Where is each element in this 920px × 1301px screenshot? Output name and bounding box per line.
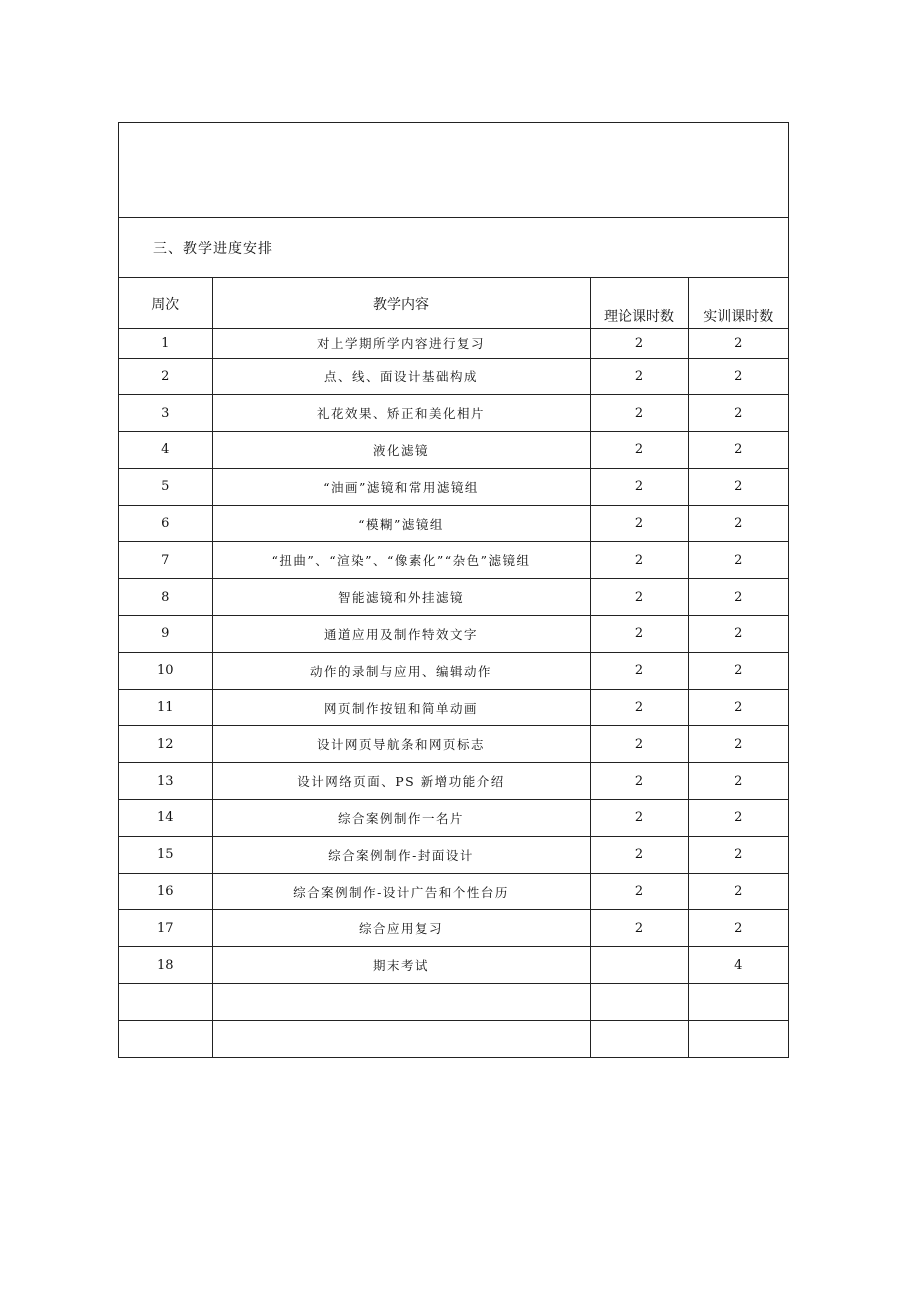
table-row (119, 984, 788, 1021)
cell-week: 4 (119, 432, 212, 469)
cell-theory-hours: 2 (590, 616, 688, 653)
table-row (119, 579, 788, 616)
table-row (119, 689, 788, 726)
cell-theory-hours: 2 (590, 652, 688, 689)
cell-practice-hours: 2 (688, 579, 788, 616)
cell-practice-hours: 2 (688, 726, 788, 763)
blank-area (119, 123, 788, 218)
cell-content: “模糊”滤镜组 (212, 505, 590, 542)
cell-content: 对上学期所学内容进行复习 (212, 328, 590, 358)
cell-practice-hours: 2 (688, 873, 788, 910)
header-theory-hours: 理论课时数 (590, 278, 688, 328)
cell-content (212, 1020, 590, 1057)
cell-theory-hours: 2 (590, 800, 688, 837)
cell-practice-hours: 2 (688, 542, 788, 579)
table-row (119, 726, 788, 763)
cell-week: 11 (119, 689, 212, 726)
cell-content: 综合案例制作-封面设计 (212, 836, 590, 873)
cell-practice-hours: 2 (688, 505, 788, 542)
cell-week: 14 (119, 800, 212, 837)
cell-practice-hours: 2 (688, 395, 788, 432)
table-row (119, 616, 788, 653)
header-content: 教学内容 (212, 278, 590, 328)
cell-theory-hours: 2 (590, 873, 688, 910)
cell-practice-hours: 2 (688, 689, 788, 726)
cell-content (212, 984, 590, 1021)
cell-week: 15 (119, 836, 212, 873)
cell-practice-hours: 2 (688, 358, 788, 395)
cell-week: 6 (119, 505, 212, 542)
document-frame (118, 122, 789, 1058)
cell-content: 综合应用复习 (212, 910, 590, 947)
cell-practice-hours: 2 (688, 468, 788, 505)
cell-content: 设计网络页面、PS 新增功能介绍 (212, 763, 590, 800)
table-row (119, 542, 788, 579)
section-title: 三、教学进度安排 (119, 218, 788, 278)
cell-content: 通道应用及制作特效文字 (212, 616, 590, 653)
cell-practice-hours: 2 (688, 432, 788, 469)
table-row (119, 836, 788, 873)
cell-practice-hours: 2 (688, 836, 788, 873)
cell-practice-hours: 4 (688, 947, 788, 984)
cell-practice-hours: 2 (688, 652, 788, 689)
cell-content: 设计网页导航条和网页标志 (212, 726, 590, 763)
cell-content: 点、线、面设计基础构成 (212, 358, 590, 395)
cell-theory-hours (590, 984, 688, 1021)
cell-theory-hours: 2 (590, 505, 688, 542)
cell-week: 7 (119, 542, 212, 579)
cell-week: 13 (119, 763, 212, 800)
table-row (119, 432, 788, 469)
cell-content: 综合案例制作-设计广告和个性台历 (212, 873, 590, 910)
header-week: 周次 (119, 278, 212, 328)
cell-content: 液化滤镜 (212, 432, 590, 469)
cell-theory-hours: 2 (590, 395, 688, 432)
cell-week: 18 (119, 947, 212, 984)
cell-practice-hours: 2 (688, 763, 788, 800)
cell-theory-hours: 2 (590, 328, 688, 358)
cell-week: 3 (119, 395, 212, 432)
cell-theory-hours: 2 (590, 726, 688, 763)
cell-theory-hours: 2 (590, 689, 688, 726)
table-row (119, 763, 788, 800)
cell-content: “扭曲”、“渲染”、“像素化”“杂色”滤镜组 (212, 542, 590, 579)
cell-practice-hours (688, 984, 788, 1021)
cell-content: 期末考试 (212, 947, 590, 984)
cell-theory-hours: 2 (590, 358, 688, 395)
cell-week: 17 (119, 910, 212, 947)
cell-theory-hours (590, 1020, 688, 1057)
cell-practice-hours: 2 (688, 910, 788, 947)
cell-theory-hours: 2 (590, 579, 688, 616)
cell-content: 动作的录制与应用、编辑动作 (212, 652, 590, 689)
cell-content: “油画”滤镜和常用滤镜组 (212, 468, 590, 505)
table-row (119, 395, 788, 432)
cell-week: 9 (119, 616, 212, 653)
cell-theory-hours (590, 947, 688, 984)
cell-content: 网页制作按钮和简单动画 (212, 689, 590, 726)
cell-content: 智能滤镜和外挂滤镜 (212, 579, 590, 616)
table-row (119, 328, 788, 358)
cell-practice-hours: 2 (688, 800, 788, 837)
cell-week: 2 (119, 358, 212, 395)
table-row (119, 358, 788, 395)
table-row (119, 910, 788, 947)
table-row (119, 505, 788, 542)
cell-theory-hours: 2 (590, 542, 688, 579)
cell-week: 10 (119, 652, 212, 689)
cell-week: 16 (119, 873, 212, 910)
cell-theory-hours: 2 (590, 910, 688, 947)
table-row (119, 1020, 788, 1057)
table-row (119, 800, 788, 837)
table-row (119, 652, 788, 689)
schedule-table (119, 278, 788, 1057)
cell-content: 综合案例制作一名片 (212, 800, 590, 837)
cell-week: 1 (119, 328, 212, 358)
cell-practice-hours: 2 (688, 616, 788, 653)
cell-week: 5 (119, 468, 212, 505)
cell-content: 礼花效果、矫正和美化相片 (212, 395, 590, 432)
table-header-row (119, 278, 788, 328)
cell-week (119, 1020, 212, 1057)
cell-theory-hours: 2 (590, 836, 688, 873)
cell-practice-hours (688, 1020, 788, 1057)
cell-theory-hours: 2 (590, 468, 688, 505)
header-practice-hours: 实训课时数 (688, 278, 788, 328)
cell-week (119, 984, 212, 1021)
table-row (119, 947, 788, 984)
cell-week: 8 (119, 579, 212, 616)
cell-week: 12 (119, 726, 212, 763)
cell-theory-hours: 2 (590, 432, 688, 469)
cell-theory-hours: 2 (590, 763, 688, 800)
table-row (119, 873, 788, 910)
table-row (119, 468, 788, 505)
cell-practice-hours: 2 (688, 328, 788, 358)
